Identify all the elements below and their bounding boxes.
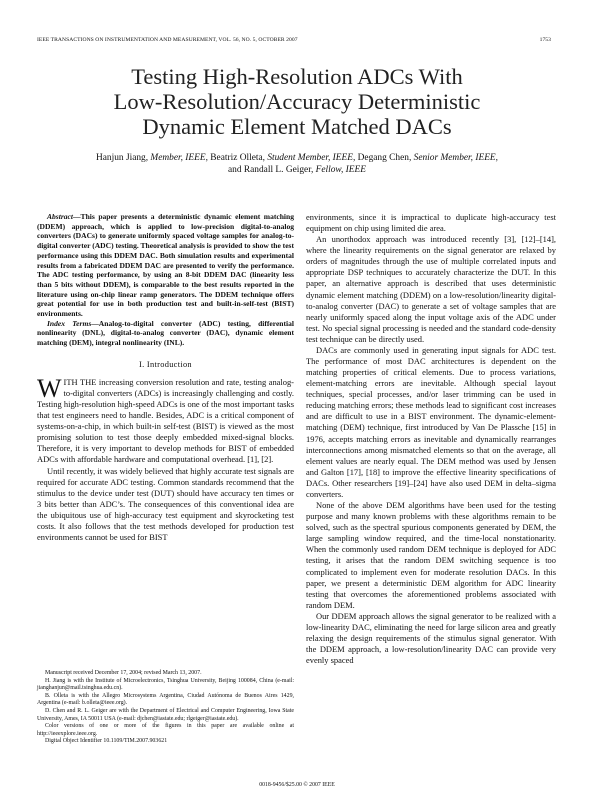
footnote: Manuscript received December 17, 2004; revised March 13, 2007. <box>45 670 202 676</box>
drop-cap: W <box>37 373 62 403</box>
footnote: D. Chen and R. L. Geiger are with the Department of Electrical and Computer Engineering, Iowa State University, Ames, IA 50011 USA (e-mail: djchen@iastate.edu; rlgeiger@iastate.edu). <box>37 707 294 722</box>
title-line-2: Low-Resolution/Accuracy Deterministic <box>113 89 481 114</box>
body-paragraph: environments, since it is impractical to duplicate high-accuracy test equipment on chip using limited die area. <box>306 212 556 234</box>
journal-header: IEEE TRANSACTIONS ON INSTRUMENTATION AND MEASUREMENT, VOL. 56, NO. 5, OCTOBER 2007 <box>37 37 298 43</box>
author-list <box>37 152 557 177</box>
authors-line-2 <box>37 164 557 176</box>
body-paragraph: Our DDEM approach allows the signal generator to be realized with a low-linearity DAC, eliminating the need for large silicon area and greatly relaxing the design requirements of the stimulus signal generator. With the DDEM approach, a low-resolution/linearity DAC can provide very evenly spaced <box>306 610 556 666</box>
index-terms-label: Index Terms <box>47 318 92 328</box>
left-column <box>37 212 294 543</box>
footnote: Digital Object Identifier 10.1109/TIM.2007.903621 <box>45 738 168 745</box>
intro-paragraph-2: Until recently, it was widely believed that highly accurate test signals are required for accurate ADC testing. Common standards recommend that the stimulus to the device under test (DUT) should have accuracy ten times or 3 bits better than ADC’s. The consequences of this conventional idea are the ubiquitous use of high-accuracy test equipment and skyrocketing test costs. It also follows that the test methods developed for production test environments cannot be used for BIST <box>37 465 294 543</box>
author-name: Hanjun Jiang, <box>96 153 151 163</box>
author-grade: Fellow, IEEE <box>315 165 366 176</box>
footnote: H. Jiang is with the Institute of Microelectronics, Tsinghua University, Beijing 100084, China (e-mail: jianghanjun@mail.tsinghua.edu.cn). <box>37 677 294 692</box>
index-terms-text: —Analog-to-digital converter (ADC) testing, differential nonlinearity (DNL), digital-to-analog converter (DAC), dynamic element matching (DEM), integral nonlinearity (INL). <box>37 318 294 348</box>
footnotes <box>37 670 294 746</box>
body-paragraph: None of the above DEM algorithms have been used for the testing purpose and many known problems with these algorithms remain to be solved, such as the spectral spurious components generated by DEM, the large sampling window required, and the time-local nonstationarity. When the commonly used random DEM technique is deployed for ADC testing, it arises that the random DEM switching sequence is too complicated to implement even for moderate resolution DACs. In this paper, we present a deterministic DEM algorithm for ADC linearity testing that overcomes the aforementioned problems associated with random DEM. <box>306 500 556 610</box>
page-number: 1753 <box>539 37 551 43</box>
right-column <box>306 212 556 666</box>
author-grade: Member, IEEE, <box>150 153 208 163</box>
running-head <box>37 37 551 47</box>
author-grade: Student Member, IEEE, <box>267 153 356 163</box>
paragraph-text: ITH THE increasing conversion resolution and rate, testing analog-to-digital converters (ADCs) is increasingly challenging and costly. Testing high-resolution high-speed ADCs is one of the most important tasks that test engineers need to handle. Besides, ADC is a critical component of systems-on-a-chip, in which built-in self-test (BIST) is viewed as the most promising solution to test those deeply embedded mixed-signal blocks. Therefore, it is very important to develop methods for BIST of embedded ADCs with affordable hardware and computational overhead. [1], [2]. <box>37 376 294 465</box>
paper-title <box>37 64 557 139</box>
footnote: B. Olleta is with the Allegro Microsystems Argentina, Ciudad Autónoma de Buenos Aires 1429, Argentina (e-mail: b.olleta@ieee.org). <box>37 692 294 707</box>
title-line-1: Testing High-Resolution ADCs With <box>131 64 463 89</box>
intro-paragraph-1 <box>37 373 294 466</box>
abstract <box>37 212 294 319</box>
abstract-text: —This paper presents a deterministic dynamic element matching (DDEM) approach, which is applied to low-precision digital-to-analog converters (DACs) to generate uniformly spaced voltage samples for analog-to-digital converter (ADC) testing. Theoretical analysis is provided to show the test performance using this DDEM DAC. Both simulation results and experimental results from a fabricated DDEM DAC are presented to verify the performance. The ADC testing performance, by using an 8-bit DDEM DAC (linearity less than 5 bits without DDEM), is comparable to the best results reported in the literature using on-chip linear ramp generators. The DDEM technique offers great potential for use in both production test and built-in-self-test (BIST) environments. <box>37 212 294 319</box>
section-heading: I. Introduction <box>139 359 192 369</box>
author-name: Degang Chen, <box>355 153 414 163</box>
index-terms <box>37 319 294 348</box>
body-paragraph: An unorthodox approach was introduced recently [3], [12]–[14], where the linearity requirements on the signal generator are relaxed by orders of magnitudes through the use of multiple correlated inputs and appropriate DSP techniques to accurately characterize the DUT. In this paper, an alternative approach is described that uses deterministic dynamic element matching (DDEM) on a low-resolution/linearity digital-to-analog converter (DAC) to generate a set of voltage samples that are nearly uniformly spaced along the input voltage axis of the ADC under test. No special signal processing is needed and the standard code-density test technique can be directly used. <box>306 234 556 344</box>
copyright-line: 0018-9456/$25.00 © 2007 IEEE <box>259 782 335 788</box>
body-paragraph: DACs are commonly used in generating input signals for ADC test. The performance of most DAC architectures is dependent on the matching properties of critical elements. Due to process variations, element-matching errors are inevitable. Although special layout techniques, special processes, and/or laser trimming can be used in reducing matching errors; these methods lead to significant cost increases and are difficult to use in a BIST environment. The dynamic-element-matching (DEM) technique, first introduced by Van De Plassche [15] in 1976, accepts matching errors as inevitable and dynamically rearranges interconnections among mismatched elements so that on the average, all element values are nearly equal. The DEM method was used by Jensen and Galton [17], [18] to improve the effective linearity specifications of DACs. Other researchers [19]–[24] have also used DEM in delta–sigma converters. <box>306 344 556 499</box>
author-name: Beatriz Olleta, <box>207 153 268 163</box>
abstract-label: Abstract <box>47 212 73 221</box>
title-line-3: Dynamic Element Matched DACs <box>142 114 452 139</box>
author-name: and Randall L. Geiger, <box>228 165 316 176</box>
footnote: Color versions of one or more of the figures in this paper are available online at http://ieeexplore.ieee.org. <box>37 723 294 737</box>
authors-line-1 <box>37 152 557 164</box>
author-grade: Senior Member, IEEE, <box>413 153 498 163</box>
